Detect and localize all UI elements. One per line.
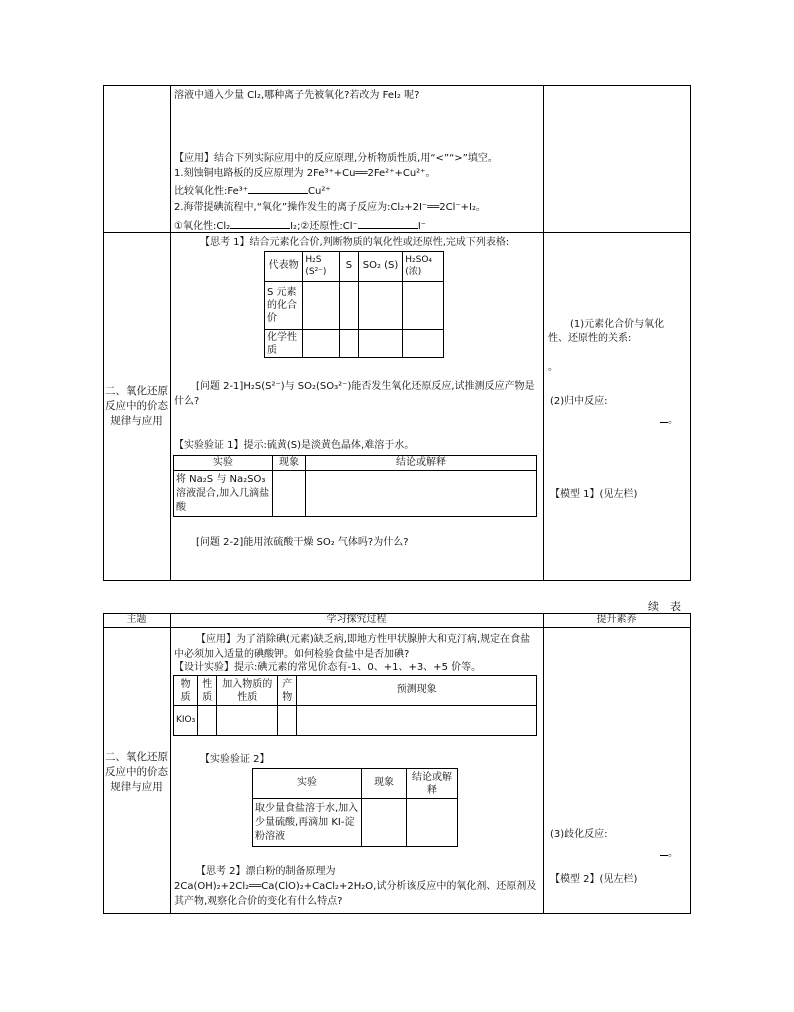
experiment-2-header: 现象 [362, 769, 407, 799]
continued-label: 续 表 [648, 600, 681, 613]
design-table-header: 产物 [278, 676, 297, 706]
model-1: 【模型 1】(见左栏) [550, 489, 638, 500]
experiment-1-header: 现象 [273, 456, 306, 471]
experiment-2-title: 【实验验证 2】 [200, 754, 270, 765]
experiment-2-table [252, 768, 458, 847]
intro-line: 溶液中通入少量 Cl₂,哪种离子先被氧化?若改为 FeI₂ 呢? [174, 90, 420, 101]
design-table [173, 675, 537, 736]
right-note-2-end: 。 [660, 413, 678, 428]
design-table-header: 预测现象 [297, 676, 537, 706]
application-item-1-compare: 比较氧化性:Fe³⁺ Cu²⁺ [174, 186, 331, 197]
experiment-2-header: 结论或解释 [407, 769, 458, 799]
right-note-1: (1)元素化合价与氧化性、还原性的关系: [548, 319, 665, 344]
section-2-topic: 二、氧化还原 反应中的价态 规律与应用 [105, 385, 168, 427]
experiment-1-table [173, 455, 537, 517]
experiment-1-title: 【实验验证 1】提示:硫黄(S)是淡黄色晶体,难溶于水。 [174, 440, 415, 451]
question-2-1: [问题 2-1]H₂S(S²⁻)与 SO₂(SO₃²⁻)能否发生氧化还原反应,试推测反应产物是什么? [174, 381, 535, 407]
application-item-1: 1.刻蚀铜电路板的反应原理为 2Fe³⁺+Cu══2Fe²⁺+Cu²⁺。 [174, 168, 436, 179]
experiment-1-row: 将 Na₂S 与 Na₂SO₃溶液混合,加入几滴盐酸 [174, 471, 273, 517]
valence-table-row-label: 化学性质 [265, 330, 303, 358]
valence-table [264, 251, 444, 358]
application-2: 【应用】为了消除碘(元素)缺乏病,即地方性甲状腺肿大和克汀病,规定在食盐中必须加入适量的碘酸钾。如何检验食盐中是否加碘? [174, 634, 531, 660]
header-topic: 主题 [126, 614, 147, 625]
right-note-3: (3)歧化反应: [550, 829, 608, 840]
right-note-1-end: 。 [548, 362, 558, 373]
experiment-1-header: 结论或解释 [306, 456, 537, 471]
right-note-2: (2)归中反应: [550, 396, 608, 407]
model-2: 【模型 2】(见左栏) [550, 874, 638, 885]
valence-table-row-label: S 元素的化合价 [265, 282, 303, 330]
experiment-1-header: 实验 [174, 456, 273, 471]
valence-table-header: H₂SO₄ (浓) [403, 252, 444, 282]
experiment-2-header: 实验 [253, 769, 362, 799]
think-2: 【思考 2】漂白粉的制备原理为 2Ca(OH)₂+2Cl₂══Ca(ClO)₂+CaCl₂+2H₂O,试分析该反应中的氧化剂、还原剂及其产物,观察化合价的变化有什么特点? [174, 866, 537, 907]
valence-table-header: S [340, 252, 359, 282]
valence-table-header: SO₂ (S) [358, 252, 402, 282]
design-table-header: 加入物质的性质 [217, 676, 278, 706]
header-process: 学习探究过程 [326, 614, 387, 625]
design-experiment: 【设计实验】提示:碘元素的常见价态有-1、0、+1、+3、+5 价等。 [174, 662, 482, 673]
valence-table-header: 代表物 [265, 252, 303, 282]
header-literacy: 提升素养 [596, 614, 637, 625]
experiment-2-row: 取少量食盐溶于水,加入少量硫酸,再滴加 KI-淀粉溶液 [253, 799, 362, 847]
think-1: 【思考 1】结合元素化合价,判断物质的氧化性或还原性,完成下列表格: [200, 237, 510, 248]
application-item-2-compare: ①氧化性:Cl₂ I₂;②还原性:Cl⁻ I⁻ [174, 221, 427, 232]
design-table-row: KIO₃ [174, 706, 198, 736]
design-table-header: 物质 [174, 676, 198, 706]
valence-table-header: H₂S (S²⁻) [303, 252, 340, 282]
design-table-header: 性质 [198, 676, 217, 706]
application-title: 【应用】结合下列实际应用中的反应原理,分析物质性质,用“<”“>”填空。 [174, 153, 498, 164]
right-note-3-end: 。 [660, 846, 678, 861]
section-3-topic: 二、氧化还原 反应中的价态 规律与应用 [105, 751, 168, 793]
application-item-2: 2.海带提碘流程中,“氧化”操作发生的离子反应为:Cl₂+2I⁻══2Cl⁻+I₂。 [174, 202, 486, 213]
question-2-2: [问题 2-2]能用浓硫酸干燥 SO₂ 气体吗?为什么? [196, 537, 409, 548]
